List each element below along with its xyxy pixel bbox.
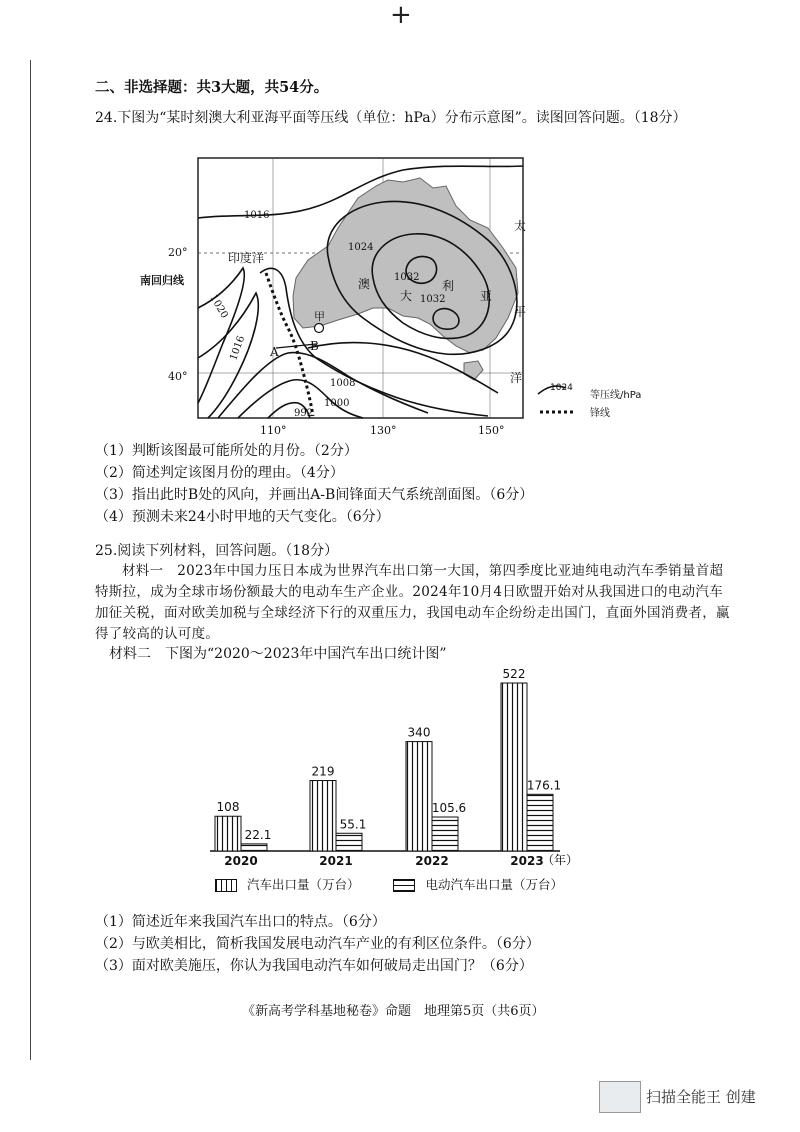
bar-value-label: 176.1	[526, 778, 562, 793]
export-bar-chart	[190, 668, 610, 868]
lat-20-label: 20°	[168, 246, 188, 259]
category-label: 2023	[510, 854, 544, 868]
isobar-label-1020: 1020	[207, 292, 230, 321]
category-label: 2020	[224, 854, 258, 868]
category-label: 2021	[319, 854, 353, 868]
legend-swatch-cars	[215, 879, 237, 892]
bar-value-label: 522	[502, 668, 526, 681]
bar-ev-2022	[432, 817, 458, 851]
isobar-label-1008: 1008	[330, 378, 356, 389]
legend-isobar-value: 1024	[550, 383, 573, 393]
aus-label-2: 大	[400, 289, 413, 303]
aus-label-1: 澳	[358, 277, 371, 291]
bar-value-label: 108	[216, 800, 240, 815]
scanner-watermark: 扫描全能王 创建	[646, 1088, 756, 1106]
bar-cars-2022	[406, 742, 432, 851]
pacific-label-2: 平	[514, 305, 527, 319]
front-label-b: B	[310, 339, 319, 353]
bar-cars-2021	[310, 781, 336, 851]
isobar-label-1032-b: 1032	[420, 294, 446, 305]
isobar-label-992: 992	[294, 408, 314, 419]
isobar-label-1032-a: 1032	[394, 272, 420, 283]
lon-130-label: 130°	[370, 424, 397, 437]
bar-value-label: 105.6	[431, 801, 467, 816]
jia-point	[315, 324, 324, 333]
isobar-label-1016-n: 1016	[244, 210, 270, 221]
section-title: 二、非选择题：共3大题，共54分。	[95, 79, 329, 96]
page-footer: 《新高考学科基地秘卷》命题 地理第5页（共6页）	[242, 1004, 545, 1019]
bar-value-label: 340	[407, 725, 431, 740]
q24-question-4: （4）预测未来24小时甲地的天气变化。（6分）	[95, 509, 390, 525]
pacific-label-1: 太	[514, 219, 527, 233]
q25-question-1: （1）简述近年来我国汽车出口的特点。（6分）	[95, 914, 386, 930]
q25-material-1: 材料一 2023年中国力压日本成为世界汽车出口第一大国，第四季度比亚迪纯电动汽车季销量首超特斯拉，成为全球市场份额最大的电动车生产企业。2024年10月4日欧盟开始对从我国进口的电动汽车加征关税，面对欧美加税与全球经济下行的双重压力，我国电动车企纷纷走出国门，直面外国消费者，赢得了较高的认可度。	[95, 563, 730, 642]
indian-ocean-label: 印度洋	[228, 251, 265, 265]
isobar-map	[140, 158, 658, 437]
lon-150-label: 150°	[478, 424, 505, 437]
bar-value-label: 22.1	[244, 827, 272, 842]
bar-ev-2020	[241, 844, 267, 851]
bar-cars-2020	[215, 816, 241, 851]
category-label: 2022	[415, 854, 449, 868]
legend-isobar-label: 等压线/hPa	[590, 390, 642, 401]
q25-question-3: （3）面对欧美施压，你认为我国电动汽车如何破局走出国门？（6分）	[95, 958, 533, 974]
binding-margin-line	[30, 60, 31, 1060]
bar-value-label: 219	[311, 764, 335, 779]
crop-mark: +	[390, 0, 412, 30]
legend-swatch-ev	[393, 879, 415, 892]
lon-110-label: 110°	[260, 424, 287, 437]
x-unit-label: （年）	[542, 853, 579, 867]
lat-40-label: 40°	[168, 370, 188, 383]
q24-stem: 24.下图为“某时刻澳大利亚海平面等压线（单位：hPa）分布示意图”。读图回答问题。（18分）	[95, 110, 687, 126]
q25-question-2: （2）与欧美相比，简析我国发展电动汽车产业的有利区位条件。（6分）	[95, 936, 540, 952]
pacific-label-3: 洋	[510, 371, 523, 385]
bar-cars-2023	[501, 683, 527, 851]
q25-stem: 25.阅读下列材料，回答问题。（18分）	[95, 543, 339, 559]
q25-material-2: 材料二 下图为“2020～2023年中国汽车出口统计图”	[109, 646, 447, 662]
australia-landmass	[293, 178, 518, 353]
front-label-a: A	[270, 345, 279, 359]
jia-label: 甲	[314, 310, 325, 323]
legend-label-cars: 汽车出口量（万台）	[246, 877, 360, 892]
q24-question-2: （2）简述判定该图月份的理由。（4分）	[95, 465, 344, 481]
legend-label-ev: 电动汽车出口量（万台）	[425, 877, 563, 892]
chart-legend	[215, 876, 563, 894]
q24-question-1: （1）判断该图最可能所处的月份。（2分）	[95, 443, 358, 459]
isobar-label-1024: 1024	[348, 242, 374, 253]
aus-label-4: 亚	[480, 289, 493, 303]
tropic-label: 南回归线	[140, 274, 184, 287]
legend-front-label: 锋线	[590, 408, 610, 419]
bar-value-label: 55.1	[339, 817, 367, 832]
bar-ev-2023	[527, 794, 553, 851]
tasmania	[464, 361, 483, 380]
isobar-label-1000: 1000	[324, 398, 350, 409]
scanner-logo	[599, 1081, 641, 1113]
aus-label-3: 利	[442, 279, 455, 293]
bar-ev-2021	[336, 833, 362, 851]
isobar-label-1016-w: 1016	[228, 334, 248, 363]
q24-question-3: （3）指出此时B处的风向，并画出A-B间锋面天气系统剖面图。（6分）	[95, 487, 534, 503]
